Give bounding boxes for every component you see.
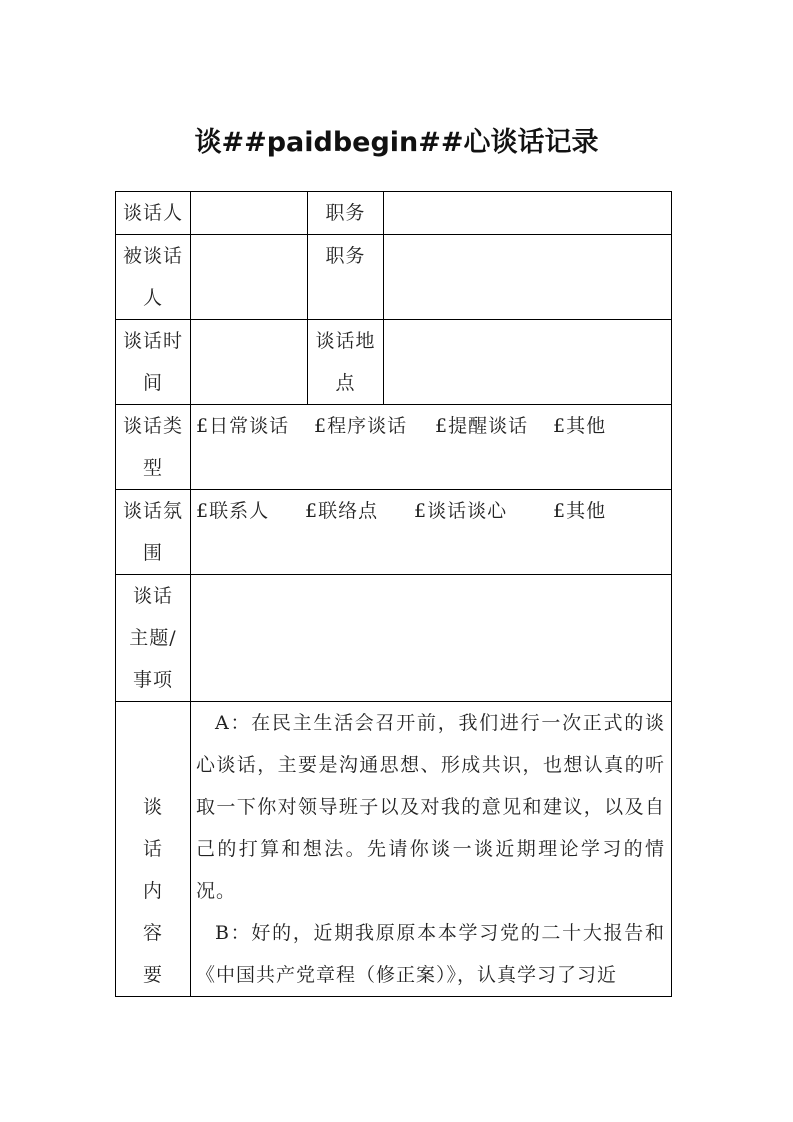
atmosphere-label: 谈话氛围 — [116, 490, 191, 575]
content-label-char: 要 — [142, 964, 163, 986]
type-option-procedure[interactable]: £程序谈话 — [314, 415, 408, 437]
topic-row — [116, 575, 672, 702]
place-value[interactable] — [384, 320, 672, 405]
talkee-row — [116, 235, 672, 320]
place-label: 谈话地点 — [308, 320, 384, 405]
atmosphere-options — [191, 490, 672, 575]
talkee-duty-value[interactable] — [384, 235, 672, 320]
talker-value[interactable] — [191, 192, 308, 235]
content-row — [116, 702, 672, 997]
content-body — [191, 702, 672, 997]
type-option-reminder[interactable]: £提醒谈话 — [435, 415, 529, 437]
topic-label-line: 谈话 — [132, 585, 173, 607]
atmosphere-row — [116, 490, 672, 575]
time-value[interactable] — [191, 320, 308, 405]
talk-record-form — [115, 191, 672, 997]
talker-label: 谈话人 — [116, 192, 191, 235]
atmosphere-option-contact[interactable]: £联系人 — [196, 500, 270, 522]
talkee-duty-label: 职务 — [308, 235, 384, 320]
type-option-daily[interactable]: £日常谈话 — [196, 415, 290, 437]
topic-label-line: 事项 — [132, 669, 173, 691]
content-paragraph: B：好的，近期我原原本本学习党的二十大报告和《中国共产党章程（修正案）》，认真学习了习近 — [196, 922, 665, 986]
page-title: 谈##paidbegin##心谈话记录 — [194, 127, 599, 158]
content-label-char: 容 — [142, 922, 163, 944]
content-paragraph: A：在民主生活会召开前，我们进行一次正式的谈心谈话，主要是沟通思想、形成共识，也想认真的听取一下你对领导班子以及对我的意见和建议，以及自己的打算和想法。先请你谈一谈近期理论学习的情况。 — [196, 712, 665, 902]
talker-duty-label: 职务 — [308, 192, 384, 235]
talker-duty-value[interactable] — [384, 192, 672, 235]
type-row — [116, 405, 672, 490]
atmosphere-option-other[interactable]: £其他 — [553, 500, 607, 522]
topic-label — [116, 575, 191, 702]
content-label-char: 话 — [142, 838, 163, 860]
topic-label-line: 主题/ — [129, 627, 177, 649]
time-place-row — [116, 320, 672, 405]
type-label: 谈话类型 — [116, 405, 191, 490]
atmosphere-option-heart-talk[interactable]: £谈话谈心 — [414, 500, 508, 522]
time-label: 谈话时间 — [116, 320, 191, 405]
talkee-label: 被谈话人 — [116, 235, 191, 320]
content-label-char: 内 — [142, 880, 163, 902]
type-option-other[interactable]: £其他 — [553, 415, 607, 437]
talkee-value[interactable] — [191, 235, 308, 320]
content-label — [116, 702, 191, 997]
topic-value[interactable] — [191, 575, 672, 702]
talker-row — [116, 192, 672, 235]
type-options — [191, 405, 672, 490]
atmosphere-option-liaison[interactable]: £联络点 — [305, 500, 379, 522]
content-label-char: 谈 — [142, 796, 163, 818]
